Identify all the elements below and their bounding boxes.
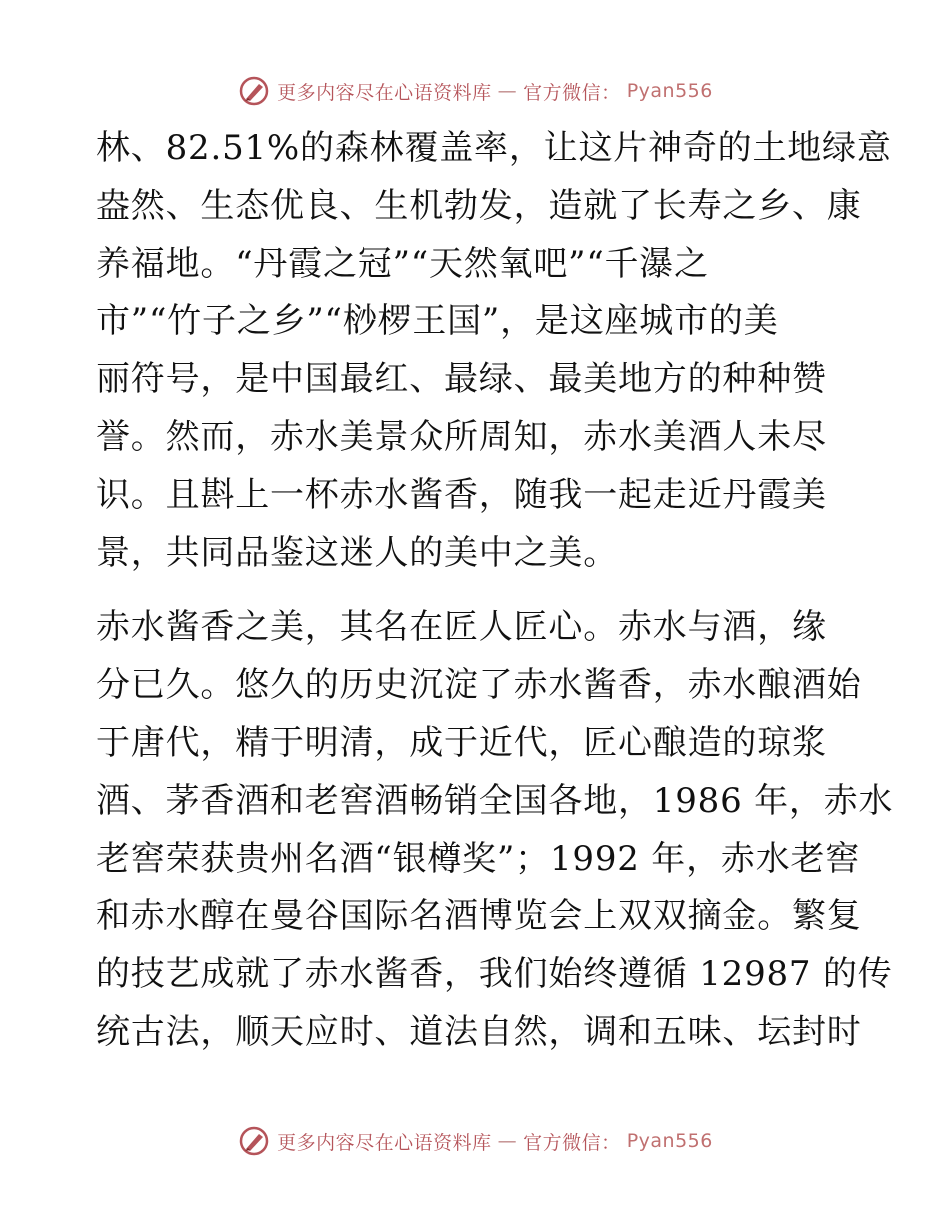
watermark-brand: 更多内容尽在心语资料库	[277, 1131, 492, 1154]
text-line: 林、82.51%的森林覆盖率，让这片神奇的土地绿意	[96, 128, 892, 168]
text-line: 赤水酱香之美，其名在匠人匠心。赤水与酒，缘	[96, 607, 827, 648]
text-line: 于唐代，精于明清，成于近代，匠心酿造的琼浆	[96, 722, 827, 763]
watermark-wechat-label: 官方微信：	[523, 1131, 621, 1154]
text-line: 统古法，顺天应时、道法自然，调和五味、坛封时	[96, 1011, 862, 1052]
text-line: 景，共同品鉴这迷人的美中之美。	[96, 532, 618, 573]
text-line: 的技艺成就了赤水酱香，我们始终遵循 12987 的传	[96, 954, 893, 995]
watermark-separator: —	[497, 1130, 518, 1152]
pen-circle-logo-icon	[237, 74, 271, 108]
text-line: 老窖荣获贵州名酒“银樽奖”；1992 年，赤水老窖	[96, 838, 861, 879]
text-line: 养福地。“丹霞之冠”“天然氧吧”“千瀑之	[96, 243, 709, 284]
text-line: 酒、茅香酒和老窖酒畅销全国各地，1986 年，赤水	[96, 780, 894, 821]
text-line: 丽符号，是中国最红、最绿、最美地方的种种赞	[96, 359, 827, 400]
text-line: 盎然、生态优良、生机勃发，造就了长寿之乡、康	[96, 185, 862, 226]
text-line: 分已久。悠久的历史沉淀了赤水酱香，赤水酿酒始	[96, 665, 862, 706]
watermark-brand: 更多内容尽在心语资料库	[277, 81, 492, 104]
watermark-separator: —	[497, 80, 518, 102]
paragraph-2	[96, 599, 894, 1061]
footer-watermark	[0, 1124, 950, 1158]
pen-circle-logo-icon	[237, 1124, 271, 1158]
header-watermark	[0, 74, 950, 108]
watermark-wechat-label: 官方微信：	[523, 81, 621, 104]
watermark-wechat-id: Pyan556	[626, 1130, 713, 1152]
text-line: 誉。然而，赤水美景众所周知，赤水美酒人未尽	[96, 416, 827, 457]
text-line: 识。且斟上一杯赤水酱香，随我一起走近丹霞美	[96, 474, 827, 515]
watermark-wechat-id: Pyan556	[626, 80, 713, 102]
document-body	[96, 120, 894, 1062]
text-line: 和赤水醇在曼谷国际名酒博览会上双双摘金。繁复	[96, 896, 862, 937]
text-line: 市”“竹子之乡”“桫椤王国”，是这座城市的美	[96, 301, 779, 342]
paragraph-1	[96, 120, 892, 582]
